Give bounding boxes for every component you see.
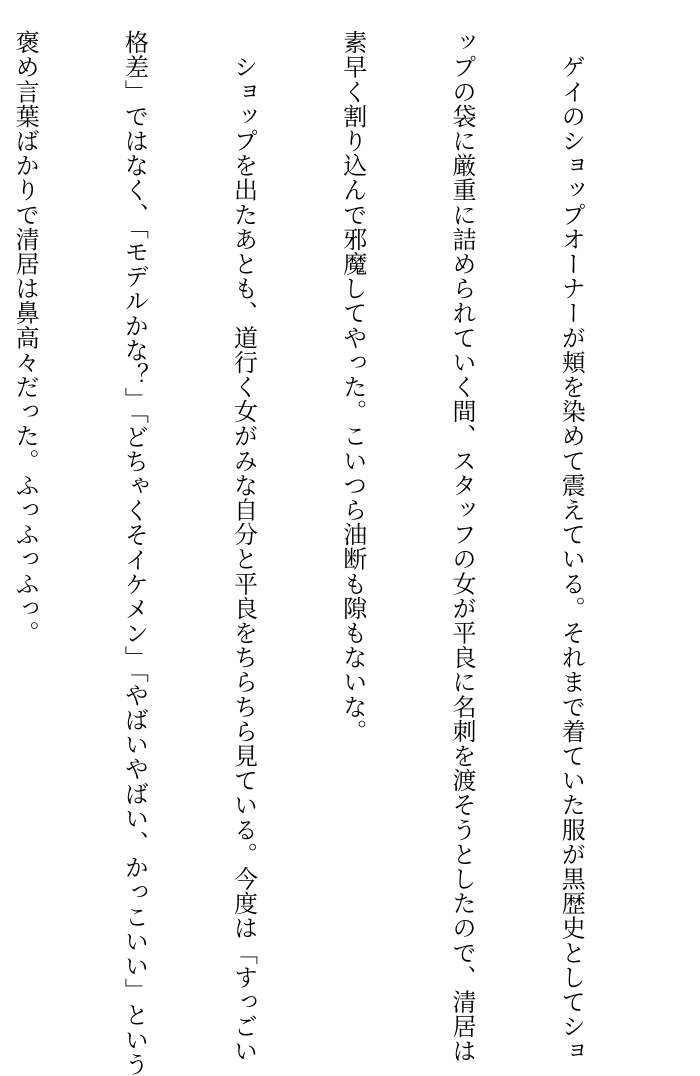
- text-line-1: ゲイのショップオーナーが頬を染めて震えている。それまで着ていた服が黒歴史としてショ: [557, 30, 586, 1064]
- vertical-text-body: [0, 30, 662, 1076]
- text-line-5: 格差」ではなく、「モデルかな？」「どちゃくそイケメン」「やばいやばい、かっこいい」という: [120, 30, 149, 1076]
- text-line-2: ップの袋に厳重に詰められていく間、スタッフの女が平良に名刺を渡そうとしたので、清居は: [447, 30, 476, 1064]
- text-line-4: ショップを出たあとも、道行く女がみな自分と平良をちらちら見ている。今度は「すっごい: [229, 30, 258, 1064]
- text-line-6: 褒め言葉ばかりで清居は鼻高々だった。ふっふっふっ。: [11, 30, 40, 645]
- text-line-3: 素早く割り込んで邪魔してやった。こいつら油断も隙もないな。: [338, 30, 367, 744]
